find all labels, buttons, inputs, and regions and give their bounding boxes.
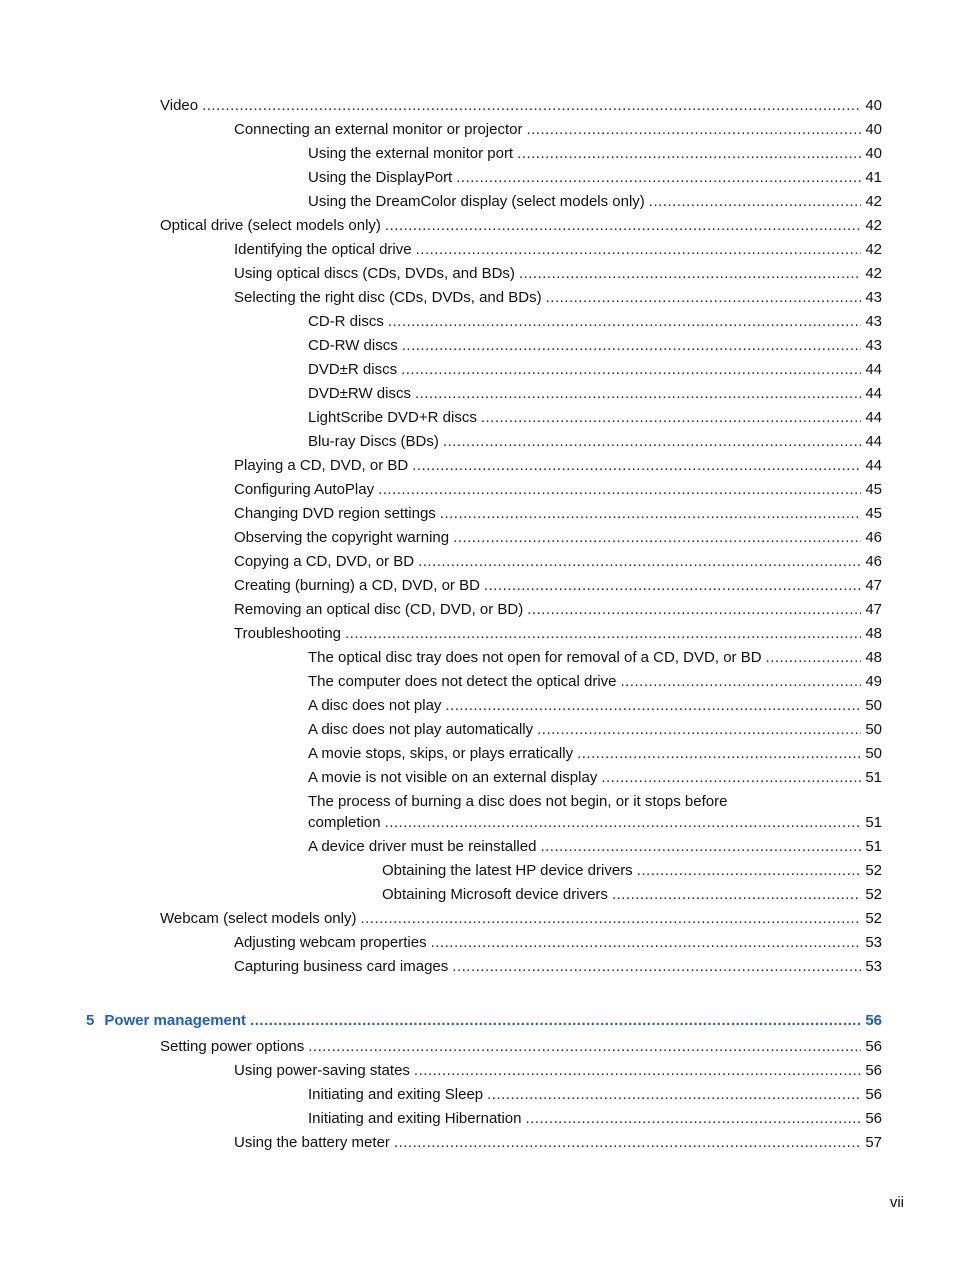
- dot-leader: [546, 288, 862, 308]
- toc-page-number: 50: [865, 721, 882, 738]
- dot-leader: [525, 1109, 861, 1129]
- toc-entry[interactable]: [234, 480, 882, 500]
- dot-leader: [412, 456, 861, 476]
- toc-entry[interactable]: [308, 672, 882, 692]
- toc-entry-title: Using the external monitor port: [308, 145, 514, 162]
- toc-entry[interactable]: [234, 624, 882, 644]
- toc-page-number: 48: [865, 625, 882, 642]
- toc-page-number: 52: [865, 910, 882, 927]
- toc-entry[interactable]: [234, 600, 882, 620]
- toc-entry[interactable]: [234, 1133, 882, 1153]
- toc-page-number: 42: [865, 217, 882, 234]
- toc-entry[interactable]: [234, 456, 882, 476]
- toc-page-number: 56: [865, 1062, 882, 1079]
- toc-entry-title: Initiating and exiting Hibernation: [308, 1110, 522, 1127]
- toc-entry-title: Selecting the right disc (CDs, DVDs, and BDs): [234, 289, 542, 306]
- toc-entry[interactable]: [308, 312, 882, 332]
- toc-entry-title: Obtaining Microsoft device drivers: [382, 886, 608, 903]
- toc-page-number: 56: [865, 1110, 882, 1127]
- dot-leader: [517, 144, 861, 164]
- toc-page-number: 42: [865, 193, 882, 210]
- toc-entry[interactable]: [234, 288, 882, 308]
- toc-entry-title: LightScribe DVD+R discs: [308, 409, 477, 426]
- toc-entry[interactable]: [308, 360, 882, 380]
- dot-leader: [649, 192, 862, 212]
- toc-entry-title: Blu-ray Discs (BDs): [308, 433, 439, 450]
- dot-leader: [487, 1085, 861, 1105]
- toc-entry-title: Connecting an external monitor or projector: [234, 121, 523, 138]
- toc-chapter-entry[interactable]: [86, 1011, 882, 1031]
- toc-entry[interactable]: [308, 432, 882, 452]
- chapter-page-number: 56: [865, 1012, 882, 1029]
- dot-leader: [612, 885, 861, 905]
- toc-entry-title: A movie is not visible on an external display: [308, 769, 598, 786]
- dot-leader: [453, 528, 861, 548]
- toc-page-number: 45: [865, 505, 882, 522]
- toc-entry[interactable]: [234, 933, 882, 953]
- toc-entry[interactable]: [234, 240, 882, 260]
- dot-leader: [481, 408, 861, 428]
- dot-leader: [416, 240, 862, 260]
- toc-entry-title: A movie stops, skips, or plays erratically: [308, 745, 574, 762]
- dot-leader: [418, 552, 861, 572]
- toc-entry[interactable]: [308, 144, 882, 164]
- chapter-number: 5: [86, 1012, 95, 1029]
- dot-leader: [484, 576, 861, 596]
- toc-page-number: 57: [865, 1134, 882, 1151]
- toc-entry[interactable]: [160, 216, 882, 236]
- toc-page-number: 40: [865, 145, 882, 162]
- toc-page-number: 56: [865, 1086, 882, 1103]
- toc-entry[interactable]: [308, 768, 882, 788]
- toc-entry-title: DVD±R discs: [308, 361, 398, 378]
- dot-leader: [519, 264, 861, 284]
- dot-leader: [385, 216, 861, 236]
- toc-entry-title: Observing the copyright warning: [234, 529, 450, 546]
- toc-entry-title: Capturing business card images: [234, 958, 449, 975]
- toc-page-number: 53: [865, 934, 882, 951]
- dot-leader: [456, 168, 861, 188]
- toc-page-number: 42: [865, 241, 882, 258]
- dot-leader: [401, 360, 861, 380]
- toc-entry-title: CD-RW discs: [308, 337, 398, 354]
- toc-page-number: 46: [865, 553, 882, 570]
- page-number: vii: [889, 1194, 904, 1211]
- dot-leader: [527, 600, 861, 620]
- dot-leader: [402, 336, 862, 356]
- toc-entry-title: A disc does not play: [308, 697, 442, 714]
- toc-entry[interactable]: [160, 96, 882, 116]
- toc-entry[interactable]: [308, 336, 882, 356]
- toc-entry-title: Troubleshooting: [234, 625, 342, 642]
- dot-leader: [378, 480, 861, 500]
- dot-leader: [388, 312, 861, 332]
- toc-entry-title: DVD±RW discs: [308, 385, 411, 402]
- toc-entry[interactable]: [234, 264, 882, 284]
- dot-leader: [308, 1037, 861, 1057]
- toc-entry[interactable]: [308, 168, 882, 188]
- toc-entry-title: A disc does not play automatically: [308, 721, 534, 738]
- dot-leader: [394, 1133, 861, 1153]
- toc-page-number: 42: [865, 265, 882, 282]
- toc-page-number: 47: [865, 601, 882, 618]
- toc-entry-title: Using the DreamColor display (select models only): [308, 193, 645, 210]
- dot-leader: [250, 1011, 861, 1031]
- toc-entry[interactable]: [234, 957, 882, 977]
- toc-entry[interactable]: [308, 408, 882, 428]
- toc-page-number: 52: [865, 886, 882, 903]
- toc-page-number: 51: [865, 769, 882, 786]
- dot-leader: [766, 648, 862, 668]
- toc-entry[interactable]: [308, 1085, 882, 1105]
- dot-leader: [360, 909, 861, 929]
- toc-entry[interactable]: [382, 885, 882, 905]
- toc-entry-title: completion: [308, 814, 381, 831]
- toc-entry[interactable]: [160, 1037, 882, 1057]
- dot-leader: [414, 1061, 861, 1081]
- toc-entry-title: Playing a CD, DVD, or BD: [234, 457, 409, 474]
- dot-leader: [443, 432, 861, 452]
- toc-entry-title: A device driver must be reinstalled: [308, 838, 537, 855]
- toc-entry[interactable]: [160, 909, 882, 929]
- toc-entry[interactable]: [308, 837, 882, 857]
- toc-entry-title: Removing an optical disc (CD, DVD, or BD): [234, 601, 524, 618]
- toc-entry[interactable]: [382, 861, 882, 881]
- toc-entry-title: The process of burning a disc does not begin, or it stops before: [308, 793, 728, 810]
- toc-page-number: 48: [865, 649, 882, 666]
- toc-entry-title: Initiating and exiting Sleep: [308, 1086, 484, 1103]
- dot-leader: [202, 96, 861, 116]
- dot-leader: [637, 861, 862, 881]
- toc-page-number: 44: [865, 409, 882, 426]
- toc-entry-title: Using the battery meter: [234, 1134, 390, 1151]
- toc-entry-title: Using optical discs (CDs, DVDs, and BDs): [234, 265, 515, 282]
- toc-entry-title: Using power-saving states: [234, 1062, 410, 1079]
- toc-entry-title: Creating (burning) a CD, DVD, or BD: [234, 577, 480, 594]
- toc-entry-title: Identifying the optical drive: [234, 241, 412, 258]
- dot-leader: [452, 957, 861, 977]
- dot-leader: [385, 813, 862, 833]
- toc-page-number: 40: [865, 121, 882, 138]
- toc-page-number: 52: [865, 862, 882, 879]
- dot-leader: [527, 120, 862, 140]
- toc-entry-title: Optical drive (select models only): [160, 217, 381, 234]
- toc-page-number: 43: [865, 289, 882, 306]
- dot-leader: [540, 837, 861, 857]
- toc-entry-title: CD-R discs: [308, 313, 384, 330]
- toc-entry[interactable]: [308, 696, 882, 716]
- dot-leader: [431, 933, 862, 953]
- toc-entry[interactable]: [308, 720, 882, 740]
- toc-entry-title: Video: [160, 97, 199, 114]
- toc-page-number: 44: [865, 361, 882, 378]
- toc-entry[interactable]: [234, 120, 882, 140]
- dot-leader: [537, 720, 861, 740]
- dot-leader: [577, 744, 861, 764]
- dot-leader: [445, 696, 861, 716]
- toc-entry[interactable]: [234, 528, 882, 548]
- toc-entry[interactable]: [308, 813, 882, 833]
- toc-entry[interactable]: [234, 504, 882, 524]
- toc-entry[interactable]: [308, 1109, 882, 1129]
- toc-page-number: 47: [865, 577, 882, 594]
- toc-page-number: 51: [865, 838, 882, 855]
- toc-page-number: 41: [865, 169, 882, 186]
- toc-entry-title: Obtaining the latest HP device drivers: [382, 862, 633, 879]
- toc-page-number: 46: [865, 529, 882, 546]
- toc-entry[interactable]: [308, 192, 882, 212]
- toc-entry[interactable]: [234, 576, 882, 596]
- dot-leader: [440, 504, 862, 524]
- toc-entry-title: Changing DVD region settings: [234, 505, 436, 522]
- toc-entry[interactable]: [234, 552, 882, 572]
- toc-page-number: 49: [865, 673, 882, 690]
- toc-page-number: 43: [865, 337, 882, 354]
- toc-page-number: 51: [865, 814, 882, 831]
- toc-entry[interactable]: [234, 1061, 882, 1081]
- toc-entry-title: Configuring AutoPlay: [234, 481, 375, 498]
- toc-entry-title: The optical disc tray does not open for removal of a CD, DVD, or BD: [308, 649, 762, 666]
- toc-entry-title: Using the DisplayPort: [308, 169, 453, 186]
- toc-page-number: 44: [865, 433, 882, 450]
- dot-leader: [345, 624, 861, 644]
- toc-page-number: 56: [865, 1038, 882, 1055]
- toc-entry[interactable]: [308, 648, 882, 668]
- toc-entry[interactable]: [308, 744, 882, 764]
- toc-page-number: 45: [865, 481, 882, 498]
- toc-page-number: 53: [865, 958, 882, 975]
- toc-page-number: 43: [865, 313, 882, 330]
- toc-page-number: 40: [865, 97, 882, 114]
- toc-page-number: 44: [865, 385, 882, 402]
- toc-entry[interactable]: [308, 384, 882, 404]
- toc-entry-title: Setting power options: [160, 1038, 305, 1055]
- toc-page-number: 50: [865, 745, 882, 762]
- toc-entry-title: Copying a CD, DVD, or BD: [234, 553, 415, 570]
- dot-leader: [601, 768, 861, 788]
- dot-leader: [621, 672, 862, 692]
- toc-entry-title: Webcam (select models only): [160, 910, 357, 927]
- dot-leader: [415, 384, 861, 404]
- toc-entry-title: Adjusting webcam properties: [234, 934, 427, 951]
- toc-page-number: 50: [865, 697, 882, 714]
- toc-page-number: 44: [865, 457, 882, 474]
- chapter-title: Power management: [104, 1012, 247, 1029]
- toc-entry-title: The computer does not detect the optical drive: [308, 673, 617, 690]
